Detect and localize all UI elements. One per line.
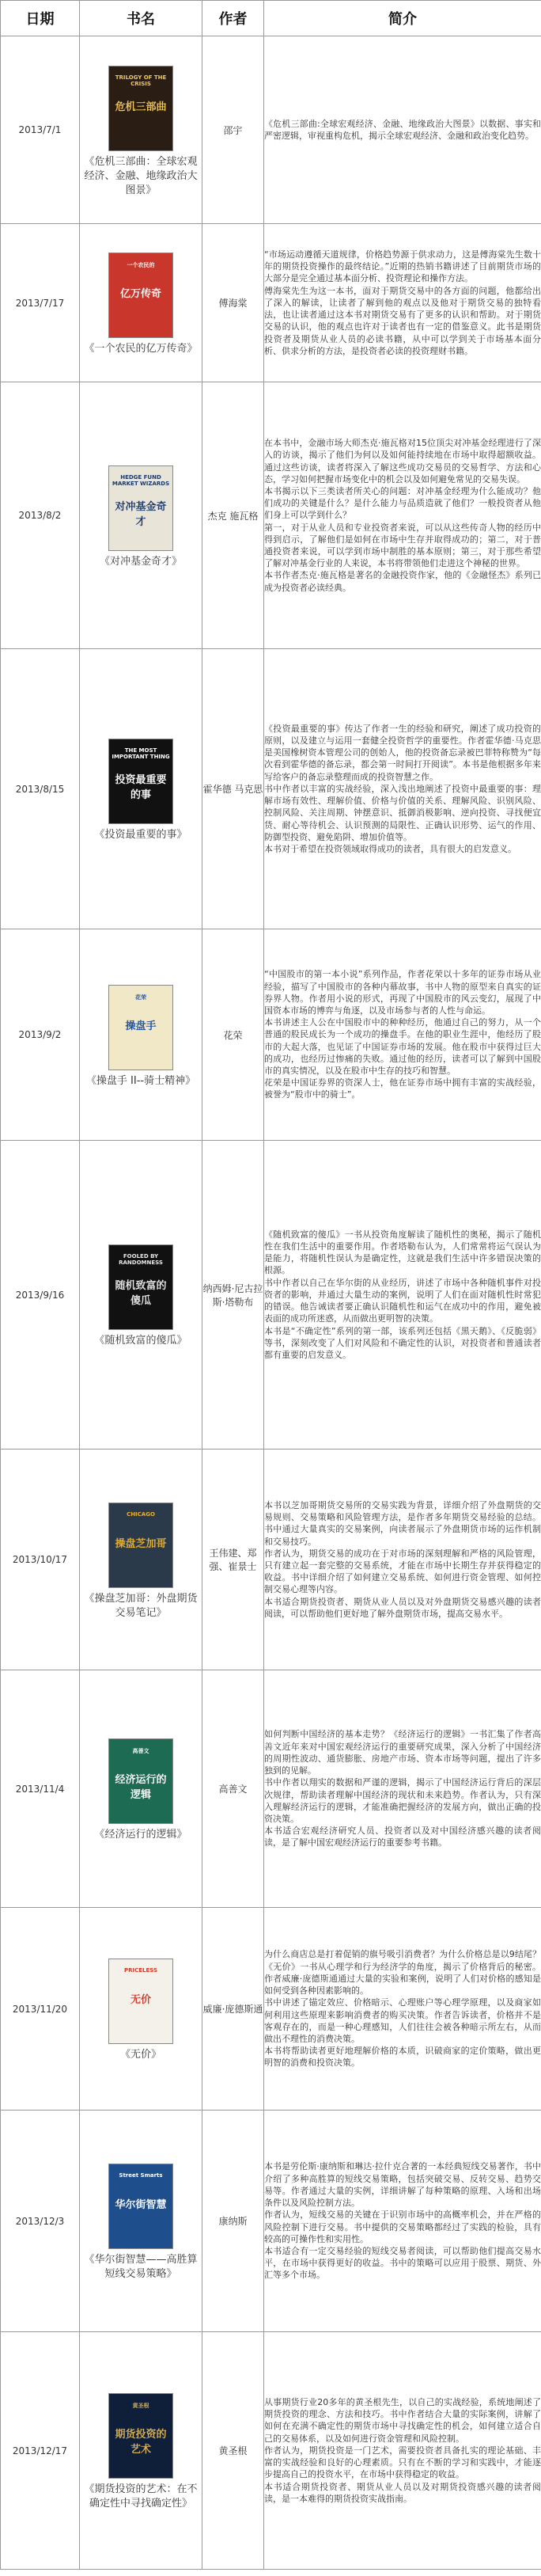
book-title: 《期货投资的艺术：在不确定性中寻找确定性》 (84, 2483, 198, 2510)
row-date: 2013/7/1 (1, 36, 80, 224)
desc-text: 为什么商店总是打着促销的旗号吸引消费者？为什么价格总是以9结尾？《无价》一书从心理学和行为经济学的角度，揭示了价格背后的秘密。作者威廉·庞德斯通通过大量的实验和案例，说明了人们对价格的感知是如何受到各种因素影响的。 书中讲述了锚定效应、价格暗示、心理账户等心理学原理，以及商家如何利用这些原理来影响消费者的购买决策。作者告诉读者，价格并不是客观存在的，而是一种心理感知，人们往往会被各种暗示所左右，从而做出不理性的消费决策。 本书将帮助读者更好地理解价格的本质，识破商家的定价策略，做出更明智的消费和投资决策。 (264, 1949, 541, 2069)
row-author: 纳西姆·尼古拉斯·塔勒布 (202, 1141, 264, 1449)
row-date: 2013/12/17 (1, 2332, 80, 2570)
row-date: 2013/12/3 (1, 2111, 80, 2332)
row-date: 2013/10/17 (1, 1449, 80, 1670)
cover-subtitle: 高善文 (132, 1748, 149, 1754)
book-cover-image (108, 985, 173, 1070)
row-author: 王伟建、郑强、崔景士 (202, 1449, 264, 1670)
cover-subtitle: TRILOGY OF THE CRISIS (115, 74, 167, 87)
row-date: 2013/8/2 (1, 382, 80, 649)
row-desc (264, 649, 541, 929)
table-row (1, 224, 541, 382)
row-desc (264, 929, 541, 1141)
table-row (1, 36, 541, 224)
row-author: 花荣 (202, 929, 264, 1141)
cover-title: 对冲基金奇才 (115, 500, 167, 528)
table-row (1, 649, 541, 929)
book-cover-image (108, 739, 173, 824)
row-book (80, 929, 202, 1141)
row-book (80, 2332, 202, 2570)
desc-text: 本书是劳伦斯·康纳斯和琳达·拉什克合著的一本经典短线交易著作，书中介绍了多种高胜算的短线交易策略，包括突破交易、反转交易、趋势交易等。作者通过大量的实例，详细讲解了每种策略的原理、入场和出场条件以及风险控制方法。 作者认为，短线交易的关键在于识别市场中的高概率机会，并在严格的风险控制下进行交易。书中提供的交易策略都经过了实践的检验，具有较高的可操作性和实用性。 本书适合有一定交易经验的短线交易者阅读，可以帮助他们提高交易水平，在市场中获得更好的收益。书中的策略可以应用于股票、期货、外汇等多个市场。 (264, 2161, 541, 2281)
row-author: 邵宇 (202, 36, 264, 224)
cover-title: 操盘手 (125, 1020, 157, 1032)
cover-title: 无价 (130, 1994, 151, 2006)
row-book (80, 1141, 202, 1449)
cover-title: 操盘芝加哥 (115, 1537, 167, 1550)
row-author: 高善文 (202, 1670, 264, 1908)
book-title: 《危机三部曲：全球宏观经济、金融、地缘政治大图景》 (84, 155, 198, 196)
header-desc: 简介 (264, 1, 541, 36)
cover-title: 亿万传奇 (119, 288, 161, 300)
cover-subtitle: 花荣 (135, 994, 146, 1001)
desc-text: 《投资最重要的事》传达了作者一生的经验和研究，阐述了成功投资的原则，以及建立与运用一套健全投资哲学的重要性。作者霍华德·马克思是美国橡树资本管理公司的创始人，他的投资备忘录被巴菲特称赞为“每次看到霍华德的备忘录，都会第一时间打开阅读”。本书是他根据多年来写给客户的备忘录整理而成的投资智慧之作。 书中作者以丰富的实战经验，深入浅出地阐述了投资中最重要的事：理解市场有效性、理解价值、价格与价值的关系、理解风险、识别风险、控制风险、关注周期、钟摆意识、抵御消极影响、逆向投资、寻找便宜货、耐心等待机会、认识预测的局限性、正确认识形势、运气的作用、防御型投资、避免陷阱、增加价值等。 本书对于希望在投资领域取得成功的读者，具有很大的启发意义。 (264, 723, 541, 854)
row-book (80, 1670, 202, 1908)
row-desc (264, 1670, 541, 1908)
book-cover-image (108, 465, 173, 551)
book-title: 《投资最重要的事》 (94, 829, 187, 841)
table-row (1, 2332, 541, 2570)
cover-title: 期货投资的艺术 (115, 2429, 167, 2456)
book-cover-image (108, 1503, 173, 1588)
row-book (80, 36, 202, 224)
row-author: 傅海棠 (202, 224, 264, 382)
row-desc (264, 36, 541, 224)
book-cover-image (108, 2393, 173, 2479)
book-title: 《一个农民的亿万传奇》 (84, 343, 198, 355)
book-title: 《对冲基金奇才》 (99, 555, 182, 568)
cover-subtitle: 一个农民的 (127, 262, 155, 268)
table-row (1, 382, 541, 649)
row-desc (264, 1141, 541, 1449)
row-date: 2013/7/17 (1, 224, 80, 382)
row-author: 杰克 施瓦格 (202, 382, 264, 649)
book-title: 《操盘手 II--骑士精神》 (85, 1074, 196, 1087)
cover-subtitle: 黄圣根 (132, 2403, 149, 2409)
row-author: 威廉·庞德斯通 (202, 1908, 264, 2111)
row-date: 2013/11/20 (1, 1908, 80, 2111)
cover-subtitle: Street Smarts (119, 2172, 163, 2179)
cover-title: 随机致富的傻瓜 (115, 1280, 167, 1307)
row-desc (264, 224, 541, 382)
row-book (80, 382, 202, 649)
row-desc (264, 2111, 541, 2332)
header-row (1, 1, 541, 36)
row-book (80, 1908, 202, 2111)
row-book (80, 1449, 202, 1670)
book-title: 《华尔街智慧——高胜算短线交易策略》 (84, 2254, 198, 2280)
cover-subtitle: FOOLED BY RANDOMNESS (119, 1253, 163, 1266)
table-row (1, 1449, 541, 1670)
book-title: 《随机致富的傻瓜》 (94, 1335, 187, 1347)
row-book (80, 224, 202, 382)
book-title: 《操盘芝加哥：外盘期货交易笔记》 (84, 1592, 198, 1619)
desc-text: 《危机三部曲:全球宏观经济、金融、地缘政治大图景》以数据、事实和严密逻辑，审视重构危机，揭示全球宏观经济、金融和政治变化趋势。 (264, 118, 541, 141)
table-row (1, 2111, 541, 2332)
row-desc (264, 1908, 541, 2111)
desc-text: 本书以芝加哥期货交易所的交易实践为背景，详细介绍了外盘期货的交易规则、交易策略和风险管理方法，是作者多年期货交易经验的总结。书中通过大量真实的交易案例，向读者展示了外盘期货市场的运作机制和交易技巧。 作者认为，期货交易的成功在于对市场的深刻理解和严格的风险管理，只有建立起一套完整的交易系统，才能在市场中长期生存并获得稳定的收益。书中详细介绍了如何建立交易系统、如何进行资金管理、如何控制交易心理等内容。 本书适合期货投资者、期货从业人员以及对外盘期货交易感兴趣的读者阅读，可以帮助他们更好地了解外盘期货市场，提高交易水平。 (264, 1499, 541, 1619)
cover-subtitle: HEDGE FUND MARKET WIZARDS (112, 473, 170, 487)
book-title: 《经济运行的逻辑》 (94, 1829, 187, 1841)
cover-title: 投资最重要的事 (115, 774, 167, 801)
cover-title: 危机三部曲 (115, 101, 167, 113)
row-book (80, 649, 202, 929)
row-date: 2013/9/16 (1, 1141, 80, 1449)
row-book (80, 2111, 202, 2332)
book-cover-image (108, 2164, 173, 2249)
table-row (1, 1670, 541, 1908)
book-title: 《无价》 (119, 2049, 161, 2061)
desc-text: 如何判断中国经济的基本走势？《经济运行的逻辑》一书汇集了作者高善文近年来对中国宏观经济运行的重要研究成果，深入分析了中国经济的周期性波动、通货膨胀、房地产市场、资本市场等问题，提出了许多独到的见解。 书中作者以翔实的数据和严谨的逻辑，揭示了中国经济运行背后的深层次规律，帮助读者理解中国经济的现状和未来趋势。作者认为，只有深入理解经济运行的逻辑，才能准确把握经济的发展方向，做出正确的投资决策。 本书适合宏观经济研究人员、投资者以及对中国经济感兴趣的读者阅读，是了解中国宏观经济运行的重要参考书籍。 (264, 1729, 541, 1848)
header-author: 作者 (202, 1, 264, 36)
table-row (1, 1141, 541, 1449)
header-name: 书名 (80, 1, 202, 36)
table-row (1, 929, 541, 1141)
cover-title: 华尔街智慧 (115, 2199, 167, 2211)
row-desc (264, 1449, 541, 1670)
row-date: 2013/11/4 (1, 1670, 80, 1908)
row-date: 2013/8/15 (1, 649, 80, 929)
desc-text: “中国股市的第一本小说”系列作品，作者花荣以十多年的证券市场从业经验，描写了中国股市的各种内幕故事，书中人物的原型来自真实的证券界人物。作者用小说的形式，再现了中国股市的风云变幻，展现了中国资本市场的博弈与角逐，以及市场参与者的人性与命运。 本书讲述主人公在中国股市中的种种经历，他通过自己的努力，从一个普通的股民成长为一个成功的操盘手。在他的职业生涯中，他经历了股市的大起大落，也见证了中国证券市场的发展。他在股市中获得过巨大的成功，也经历过惨痛的失败。通过他的经历，读者可以了解到中国股市的真实情况，以及在股市中生存的技巧和智慧。 花荣是中国证券界的资深人士，他在证券市场中拥有丰富的实战经验，被誉为“股市中的骑士”。 (264, 969, 541, 1100)
book-cover-image (108, 1244, 173, 1330)
desc-text: 从事期货行业20多年的黄圣根先生，以自己的实战经验，系统地阐述了期货投资的理念、方法和技巧。书中作者结合大量的实际案例，讲解了如何在充满不确定性的期货市场中寻找确定性的机会，如何建立适合自己的交易体系，以及如何进行资金管理和风险控制。 作者认为，期货投资是一门艺术，需要投资者具备扎实的理论基础、丰富的实战经验和良好的心理素质。只有在不断的学习和实践中，才能逐步提高自己的投资水平，在市场中获得稳定的收益。 本书适合期货投资者、期货从业人员以及对期货投资感兴趣的读者阅读，是一本难得的期货投资实战指南。 (264, 2397, 541, 2504)
header-date: 日期 (1, 1, 80, 36)
row-author: 霍华德 马克思 (202, 649, 264, 929)
cover-subtitle: CHICAGO (127, 1510, 155, 1518)
table-row (1, 1908, 541, 2111)
row-author: 康纳斯 (202, 2111, 264, 2332)
desc-text: 在本书中，金融市场大师杰克·施瓦格对15位顶尖对冲基金经理进行了深入的访谈，揭示了他们为何以及如何能持续地在市场中取得超额收益。通过这些访谈，读者将深入了解这些成功交易员的交易哲学、方法和心态，学习如何把握市场变化中的机会以及如何避免常见的交易失误。 本书揭示以下三类读者所关心的问题：对冲基金经理为什么能成功？他们成功的关键是什么？是什么能力与品质造就了他们？一般投资者从他们身上可以学到什么？ 第一，对于从业人员和专业投资者来说，可以从这些传奇人物的经历中得到启示，了解他们是如何在市场中生存并取得成功的；第二，对于普通投资者来说，可以学到市场中制胜的基本原则；第三，对于那些希望了解对冲基金行业的人来说，本书将带领他们走进这个神秘的世界。 本书作者杰克·施瓦格是著名的金融投资作家，他的《金融怪杰》系列已成为投资者必读经典。 (264, 438, 541, 593)
book-cover-image (108, 66, 173, 151)
cover-title: 经济运行的逻辑 (115, 1774, 167, 1801)
book-cover-image (108, 1738, 173, 1824)
cover-subtitle: PRICELESS (123, 1967, 158, 1974)
desc-text: 《随机致富的傻瓜》一书从投资角度解读了随机性的奥秘，揭示了随机性在我们生活中的重要作用。作者塔勒布认为，人们常常将运气误认为是能力，将随机性误认为是确定性，这就是我们生活中许多错误决策的根源。 书中作者以自己在华尔街的从业经历，讲述了市场中各种随机事件对投资者的影响，并通过大量生动的案例，说明了人们在面对随机性时常犯的错误。他告诫读者要正确认识随机性和运气在成功中的作用，避免被表面的成功所迷惑，从而做出更明智的决策。 本书是“不确定性”系列的第一部，该系列还包括《黑天鹅》、《反脆弱》等书，深刻改变了人们对风险和不确定性的认识，对投资者和普通读者都有重要的启发意义。 (264, 1229, 541, 1360)
book-cover-image (108, 1959, 173, 2044)
book-cover-image (108, 253, 173, 338)
desc-text: “市场运动遵循天道规律，价格趋势源于供求动力，这是傅海棠先生数十年的期货投资操作的最终结论。”近期的热销书籍讲述了目前期货市场的大部分是完全通过基本面分析、投资理论和操作方法。 傅海棠先生为这一本书，面对于期货交易中的各方面的问题，他都给出了深入的解读，让读者了解到他的观点以及他对于期货交易的独特看法，也让读者通过这本书对期货交易有了更多的认识和帮助。对于期货交易的认识，他的观点也许对于读者也有一定的借鉴意义。此书是期货投资者及期货从业人员的必读书籍，从中可以学到关于市场基本面分析、供求分析的方法，是投资者必读的投资理财书籍。 (264, 249, 541, 356)
row-author: 黄圣根 (202, 2332, 264, 2570)
row-desc (264, 382, 541, 649)
row-desc (264, 2332, 541, 2570)
cover-subtitle: THE MOST IMPORTANT THING (112, 747, 170, 760)
row-date: 2013/9/2 (1, 929, 80, 1141)
